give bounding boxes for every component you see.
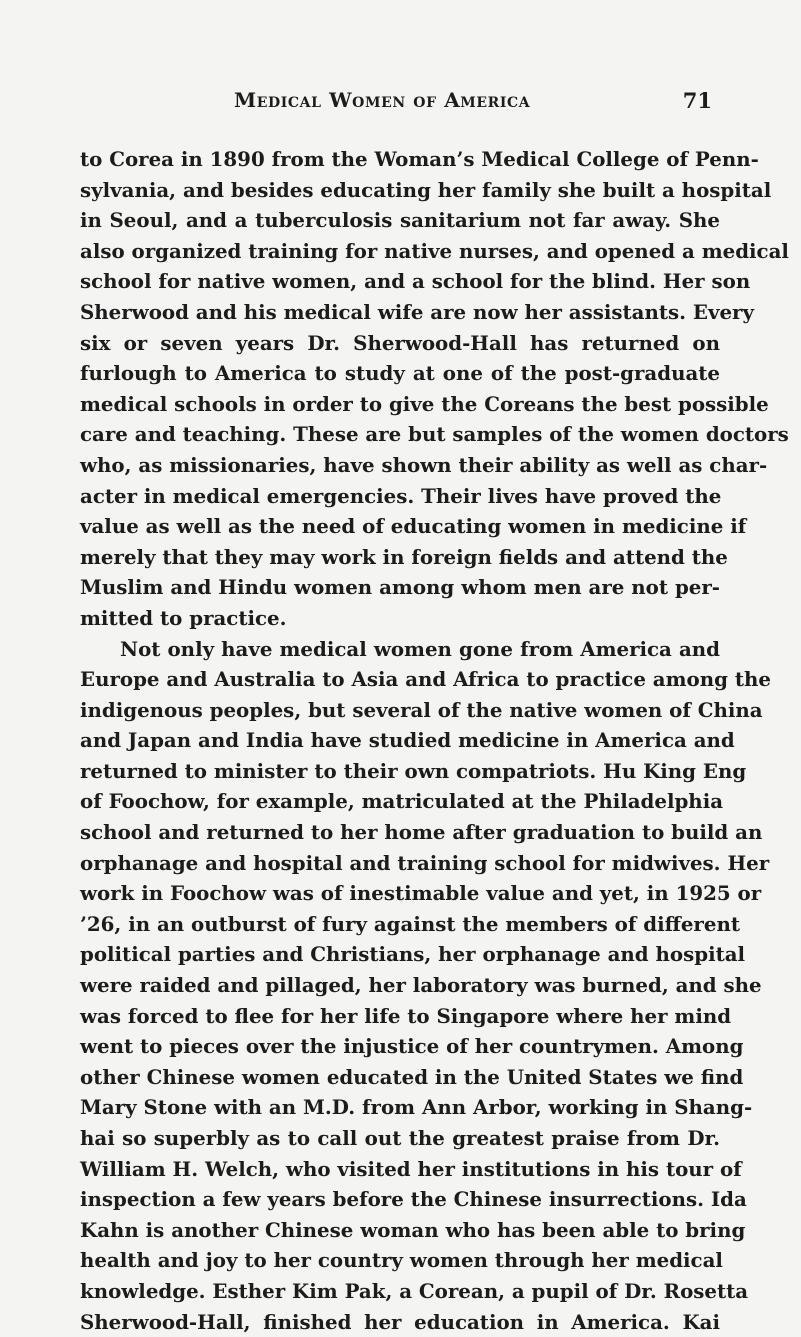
text-line: inspection a few years before the Chinese insurrections. Ida [80, 1184, 720, 1215]
text-line: of Foochow, for example, matriculated at the Philadelphia [80, 786, 720, 817]
text-line: Sherwood and his medical wife are now her assistants. Every [80, 297, 720, 328]
text-line: school for native women, and a school for the blind. Her son [80, 266, 720, 297]
text-line: went to pieces over the injustice of her countrymen. Among [80, 1031, 720, 1062]
text-line: orphanage and hospital and training school for midwives. Her [80, 848, 720, 879]
text-line: care and teaching. These are but samples of the women doctors [80, 419, 720, 450]
text-line: Mary Stone with an M.D. from Ann Arbor, working in Shang- [80, 1092, 720, 1123]
text-line: other Chinese women educated in the United States we find [80, 1062, 720, 1093]
text-line: indigenous peoples, but several of the native women of China [80, 695, 720, 726]
paragraph [80, 144, 720, 634]
text-line: and Japan and India have studied medicine in America and [80, 725, 720, 756]
text-line: merely that they may work in foreign fields and attend the [80, 542, 720, 573]
text-line: who, as missionaries, have shown their ability as well as char- [80, 450, 720, 481]
text-line: were raided and pillaged, her laboratory was burned, and she [80, 970, 720, 1001]
text-line: Muslim and Hindu women among whom men are not per- [80, 572, 720, 603]
text-line: school and returned to her home after graduation to build an [80, 817, 720, 848]
text-line: also organized training for native nurses, and opened a medical [80, 236, 720, 267]
text-line: in Seoul, and a tuberculosis sanitarium not far away. She [80, 205, 720, 236]
text-line: acter in medical emergencies. Their lives have proved the [80, 481, 720, 512]
text-line: knowledge. Esther Kim Pak, a Corean, a pupil of Dr. Rosetta [80, 1276, 720, 1307]
text-line: Kahn is another Chinese woman who has been able to bring [80, 1215, 720, 1246]
text-line: political parties and Christians, her orphanage and hospital [80, 939, 720, 970]
text-line: value as well as the need of educating women in medicine if [80, 511, 720, 542]
text-line: William H. Welch, who visited her institutions in his tour of [80, 1154, 720, 1185]
text-line: was forced to flee for her life to Singapore where her mind [80, 1001, 720, 1032]
text-line: six or seven years Dr. Sherwood-Hall has returned on [80, 328, 720, 359]
text-line: mitted to practice. [80, 603, 720, 634]
page-number: 71 [682, 88, 712, 113]
text-line: Sherwood-Hall, finished her education in America. Kai [80, 1307, 720, 1337]
body-text [80, 144, 720, 1337]
running-title: Medical Women of America [234, 88, 554, 112]
text-line: ’26, in an outburst of fury against the members of different [80, 909, 720, 940]
text-line: Europe and Australia to Asia and Africa to practice among the [80, 664, 720, 695]
text-line: medical schools in order to give the Coreans the best possible [80, 389, 720, 420]
text-line: work in Foochow was of inestimable value and yet, in 1925 or [80, 878, 720, 909]
text-line: health and joy to her country women through her medical [80, 1245, 720, 1276]
text-line: Not only have medical women gone from America and [80, 634, 720, 665]
text-line: returned to minister to their own compatriots. Hu King Eng [80, 756, 720, 787]
text-line: furlough to America to study at one of the post-graduate [80, 358, 720, 389]
text-line: to Corea in 1890 from the Woman’s Medical College of Penn- [80, 144, 720, 175]
text-line: sylvania, and besides educating her family she built a hospital [80, 175, 720, 206]
text-line: hai so superbly as to call out the greatest praise from Dr. [80, 1123, 720, 1154]
paragraph [80, 634, 720, 1337]
